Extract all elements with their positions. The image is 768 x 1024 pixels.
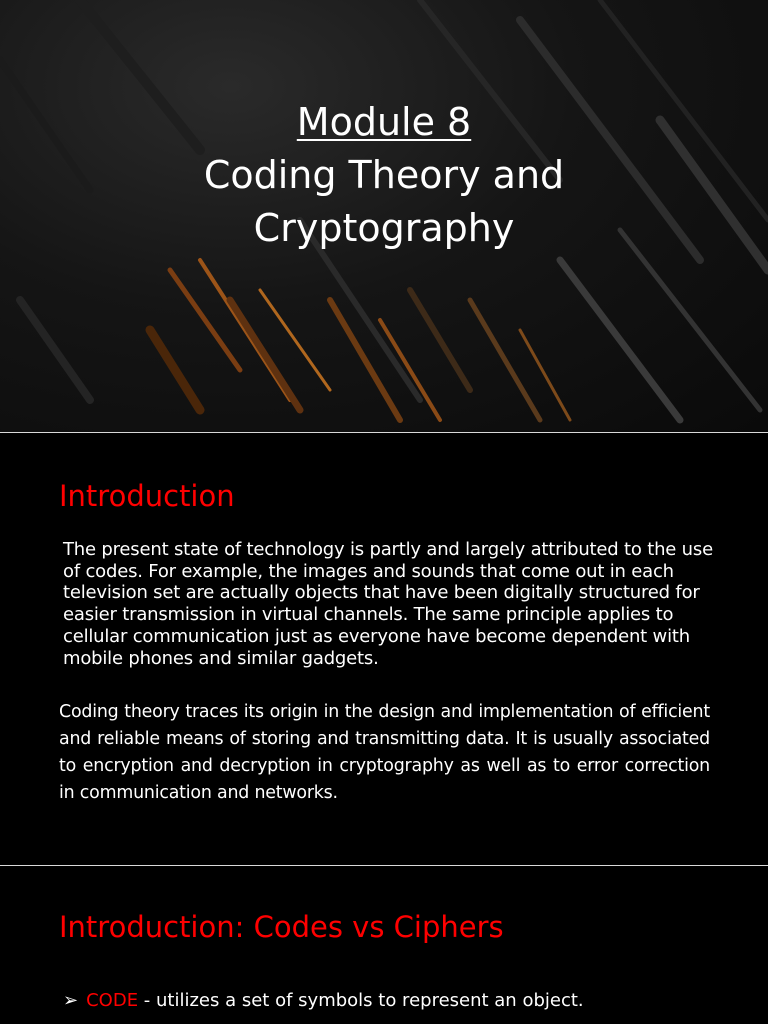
arrow-bullet-icon: ➢ — [63, 990, 79, 1011]
title-slide — [0, 0, 768, 432]
slide-heading: Introduction: Codes vs Ciphers — [59, 910, 504, 944]
title-line-3: Cryptography — [253, 206, 515, 250]
intro-paragraph-2: Coding theory traces its origin in the design and implementation of efficient and reliable means of storing and transmitting data. It is usually associated to encryption and decryption in cryptography as well as to error correction in communication and networks. — [59, 702, 710, 803]
slide-heading: Introduction — [59, 479, 235, 513]
codes-vs-ciphers-slide — [0, 866, 768, 1024]
bullet-term: CODE — [86, 990, 139, 1011]
title-line-2: Coding Theory and — [203, 153, 565, 197]
bullet-text: - utilizes a set of symbols to represent an object. — [138, 990, 584, 1011]
bullet-item — [63, 990, 584, 1011]
intro-paragraph-1: The present state of technology is partly and largely attributed to the use of codes. For example, the images and sounds that come out in each television set are actually objects that have been digitally structured for easier transmission in virtual channels. The same principle applies to cellular communication just as everyone have become dependent with mobile phones and similar gadgets. — [63, 539, 713, 669]
slide-title — [0, 96, 768, 255]
introduction-slide — [0, 433, 768, 865]
module-number: Module 8 — [296, 100, 472, 144]
